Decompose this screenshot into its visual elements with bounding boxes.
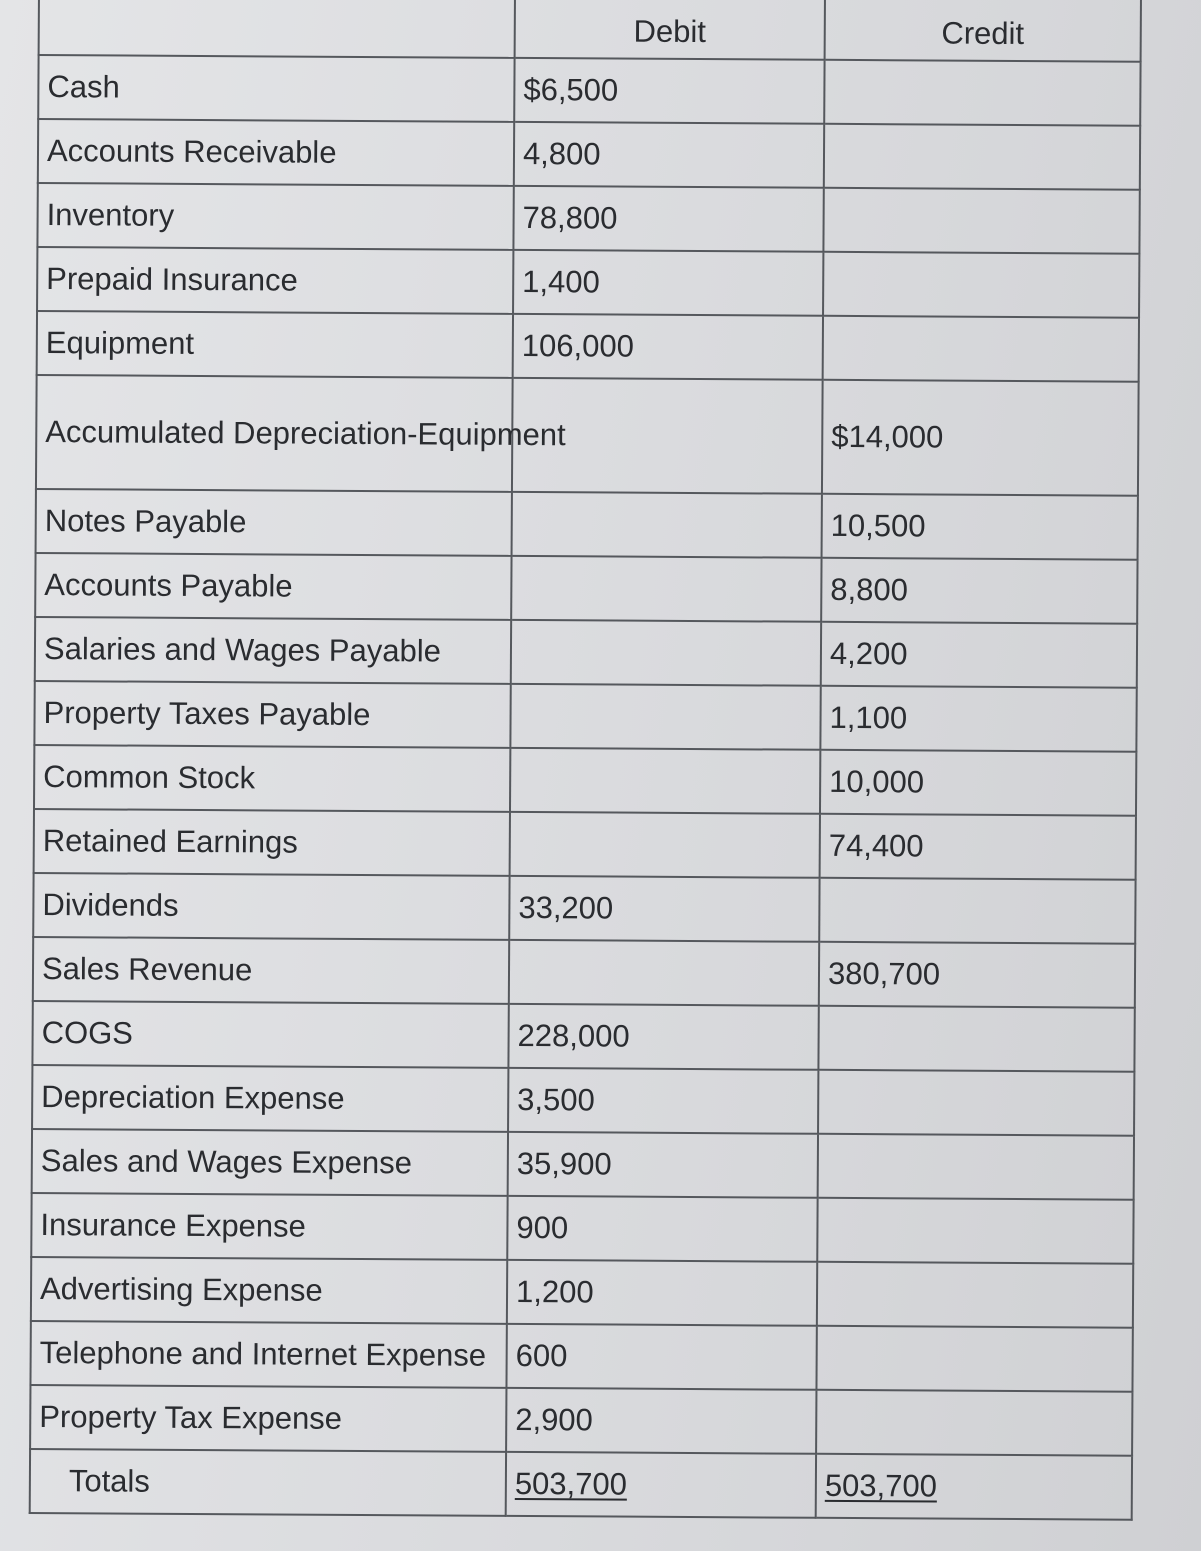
table-row bbox=[37, 247, 1139, 318]
table-row bbox=[32, 1129, 1134, 1200]
debit-amount: 4,800 bbox=[514, 122, 824, 188]
credit-amount bbox=[823, 188, 1139, 254]
table-row bbox=[30, 1321, 1132, 1392]
debit-amount: 78,800 bbox=[513, 186, 823, 252]
account-name: Telephone and Internet Expense bbox=[30, 1321, 506, 1388]
credit-amount: $14,000 bbox=[822, 380, 1139, 496]
credit-amount bbox=[818, 1070, 1134, 1136]
account-name: Property Tax Expense bbox=[30, 1385, 506, 1452]
account-name: Depreciation Expense bbox=[32, 1065, 508, 1132]
debit-amount: 35,900 bbox=[508, 1132, 818, 1198]
debit-amount: 2,900 bbox=[506, 1388, 816, 1454]
table-row bbox=[34, 681, 1136, 752]
debit-amount bbox=[509, 940, 819, 1006]
table-row bbox=[31, 1193, 1133, 1264]
debit-amount: 33,200 bbox=[509, 876, 819, 942]
credit-amount bbox=[824, 124, 1140, 190]
credit-amount: 1,100 bbox=[820, 686, 1136, 752]
debit-amount: 3,500 bbox=[508, 1068, 818, 1134]
account-name: Common Stock bbox=[34, 745, 510, 812]
account-name: Sales Revenue bbox=[33, 937, 509, 1004]
debit-total: 503,700 bbox=[514, 1465, 628, 1502]
trial-balance-table bbox=[29, 0, 1142, 1521]
credit-amount bbox=[817, 1262, 1133, 1328]
table-row bbox=[32, 1001, 1134, 1072]
debit-amount bbox=[510, 812, 820, 878]
debit-amount bbox=[510, 748, 820, 814]
debit-amount bbox=[511, 556, 821, 622]
table-row bbox=[32, 1065, 1134, 1136]
credit-amount: 8,800 bbox=[821, 558, 1137, 624]
table-row bbox=[30, 1385, 1132, 1456]
debit-total-cell bbox=[506, 1452, 816, 1518]
credit-amount: 74,400 bbox=[820, 814, 1136, 880]
debit-amount bbox=[512, 492, 822, 558]
credit-column-header: Credit bbox=[825, 0, 1141, 62]
debit-column-header: Debit bbox=[515, 0, 825, 60]
header-row bbox=[39, 0, 1141, 62]
credit-amount bbox=[823, 316, 1139, 382]
account-name: Prepaid Insurance bbox=[37, 247, 513, 314]
debit-amount: 900 bbox=[507, 1196, 817, 1262]
table-row bbox=[33, 937, 1135, 1008]
account-name: Property Taxes Payable bbox=[34, 681, 510, 748]
totals-label: Totals bbox=[30, 1449, 506, 1516]
table-row bbox=[34, 809, 1136, 880]
credit-amount: 4,200 bbox=[821, 622, 1137, 688]
debit-amount: $6,500 bbox=[514, 58, 824, 124]
account-column-header bbox=[39, 0, 515, 58]
table-row bbox=[33, 873, 1135, 944]
credit-amount: 10,500 bbox=[822, 494, 1138, 560]
table-row bbox=[37, 183, 1139, 254]
credit-amount: 380,700 bbox=[819, 942, 1135, 1008]
debit-amount: 600 bbox=[506, 1324, 816, 1390]
table-row bbox=[35, 617, 1137, 688]
account-name: Accounts Receivable bbox=[38, 119, 514, 186]
account-name: COGS bbox=[32, 1001, 508, 1068]
table-row bbox=[35, 553, 1137, 624]
table-row bbox=[36, 489, 1138, 560]
credit-total-cell bbox=[816, 1454, 1132, 1520]
table-row bbox=[31, 1257, 1133, 1328]
debit-amount bbox=[511, 620, 821, 686]
credit-amount bbox=[824, 60, 1140, 126]
account-name: Notes Payable bbox=[36, 489, 512, 556]
debit-amount: 1,200 bbox=[507, 1260, 817, 1326]
debit-amount bbox=[510, 684, 820, 750]
account-name: Sales and Wages Expense bbox=[32, 1129, 508, 1196]
account-name: Dividends bbox=[33, 873, 509, 940]
table-row bbox=[38, 55, 1140, 126]
table-row bbox=[34, 745, 1136, 816]
table-row bbox=[37, 311, 1139, 382]
credit-amount bbox=[819, 878, 1135, 944]
credit-amount bbox=[818, 1006, 1134, 1072]
account-name: Accounts Payable bbox=[35, 553, 511, 620]
totals-row bbox=[30, 1449, 1132, 1520]
table-row bbox=[38, 119, 1140, 190]
debit-amount: 106,000 bbox=[513, 314, 823, 380]
debit-amount: 228,000 bbox=[508, 1004, 818, 1070]
account-name: Equipment bbox=[37, 311, 513, 378]
account-name: Salaries and Wages Payable bbox=[35, 617, 511, 684]
debit-amount: 1,400 bbox=[513, 250, 823, 316]
credit-amount: 10,000 bbox=[820, 750, 1136, 816]
credit-amount bbox=[818, 1134, 1134, 1200]
credit-amount bbox=[816, 1326, 1132, 1392]
credit-amount bbox=[823, 252, 1139, 318]
table-row bbox=[36, 375, 1139, 496]
account-name: Cash bbox=[38, 55, 514, 122]
account-name: Advertising Expense bbox=[31, 1257, 507, 1324]
credit-total: 503,700 bbox=[824, 1467, 938, 1504]
credit-amount bbox=[817, 1198, 1133, 1264]
credit-amount bbox=[816, 1390, 1132, 1456]
account-name: Accumulated Depreciation-Equipment bbox=[36, 375, 513, 492]
account-name: Retained Earnings bbox=[34, 809, 510, 876]
account-name: Insurance Expense bbox=[31, 1193, 507, 1260]
account-name: Inventory bbox=[37, 183, 513, 250]
